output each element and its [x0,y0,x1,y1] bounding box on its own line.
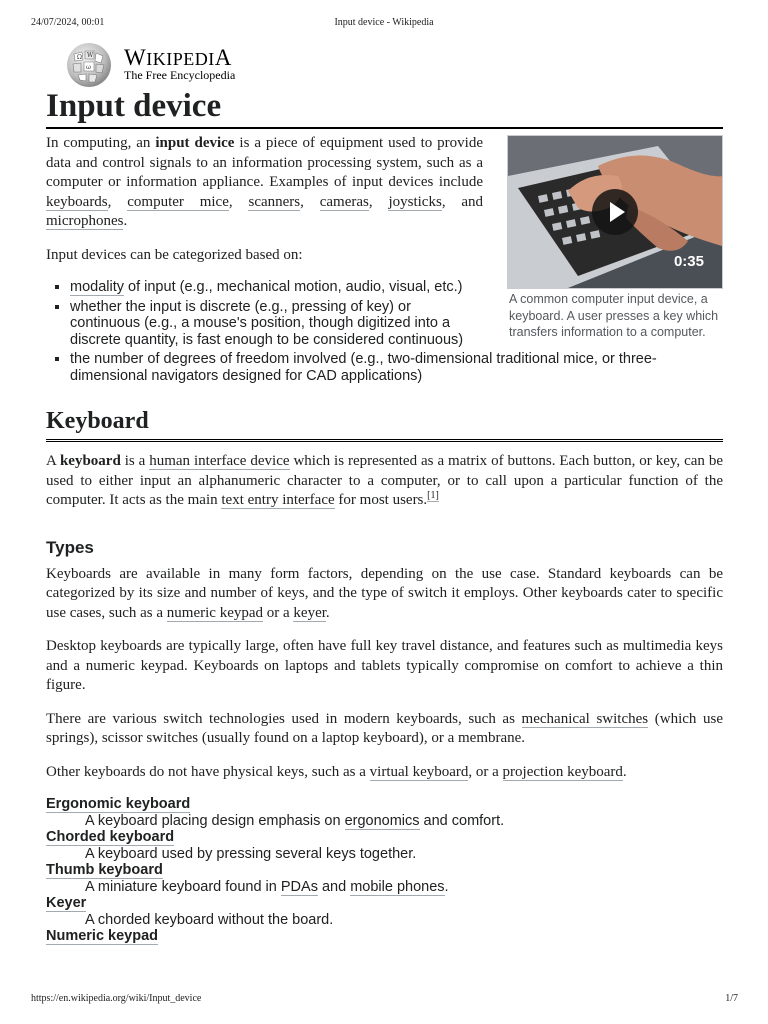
list-item: ▪ the number of degrees of freedom involved (e.g., two-dimensional traditional mice, or three-dimensional navigators designed for CAD applications) [70,351,723,384]
keyboard-video[interactable] [507,135,723,289]
link-pdas[interactable]: PDAs [280,878,318,895]
keyboard-bold-term: keyboard [59,453,121,469]
link-text-entry-interface[interactable]: text entry interface [221,492,335,508]
link-mobile-phones[interactable]: mobile phones [350,878,445,895]
link-computer-mice[interactable]: computer mice [127,193,229,210]
types-paragraph-2: Desktop keyboards are typically large, often have full key travel distance, and features such as multimedia keys and a numeric keypad. Keyboards on laptops and tablets typically compromise on comfort to achieve a thin figure. [46,638,723,693]
link-keyer[interactable]: keyer [293,604,326,621]
definition-term [46,928,723,945]
wikipedia-wordmark: WIKIPEDIA [124,45,232,70]
svg-text:W: W [87,52,94,59]
section-heading-keyboard: Keyboard [46,405,723,442]
intro-bold-term: input device [155,135,235,151]
wikipedia-globe-icon [64,42,114,88]
wikipedia-logo[interactable] [64,42,264,88]
term-ergonomic-keyboard[interactable]: Ergonomic keyboard [46,796,191,812]
link-projection-keyboard[interactable]: projection keyboard [502,763,623,780]
svg-text:ω: ω [86,64,91,71]
definition-term [46,895,723,912]
link-numeric-keypad[interactable]: numeric keypad [166,604,264,621]
video-duration: 0:35 [673,253,704,270]
definition-description: A keyboard used by pressing several keys together. [85,845,417,862]
link-microphones[interactable]: microphones [46,213,124,229]
term-numeric-keypad[interactable]: Numeric keypad [46,928,159,944]
link-human-interface-device[interactable]: human interface device [149,453,290,469]
term-thumb-keyboard[interactable]: Thumb keyboard [46,862,163,878]
wikipedia-tagline: The Free Encyclopedia [124,68,236,82]
types-paragraph-3: There are various switch technologies used in modern keyboards, such as mechanical switches (which use springs), scissor switches (usually found on a laptop keyboard), or a membrane. [46,710,724,746]
types-paragraph-4: Other keyboards do not have physical keys, such as a virtual keyboard, or a projection keyboard. [46,763,627,780]
link-scanners[interactable]: scanners [248,193,301,210]
print-page-title: Input device - Wikipedia [334,17,434,28]
page-title: Input device [46,86,723,129]
list-item: ▪ whether the input is discrete (e.g., pressing of key) or continuous (e.g., a mouse's position, though digitized into a discrete quantity, is fast enough to be considered continuous) [70,299,723,349]
definition-term [46,829,723,846]
term-keyer[interactable]: Keyer [46,895,87,911]
link-modality[interactable]: modality [70,279,124,295]
types-paragraph-1: Keyboards are available in many form factors, depending on the use case. Standard keyboards can be categorized by its size and number of keys, and the type of switch it employs. Other keyboards cater to specific use cases, such as a numeric keypad or a keyer. [46,565,723,621]
reference-link[interactable]: [1] [427,490,439,501]
link-keyboards[interactable]: keyboards [46,193,108,210]
definition-term [46,862,723,879]
article-content [46,86,723,945]
categorized-paragraph: Input devices can be categorized based on: [46,246,303,263]
definition-description: A chorded keyboard without the board. [85,911,334,928]
keyboard-types-list [46,796,723,945]
print-page-number: 1/7 [725,993,738,1004]
definition-description: A keyboard placing design emphasis on ergonomics and comfort. [85,812,505,829]
link-joysticks[interactable]: joysticks [388,193,442,210]
print-url: https://en.wikipedia.org/wiki/Input_device [31,993,202,1004]
video-figure [507,135,723,341]
keyboard-paragraph: A keyboard is a human interface device which is represented as a matrix of buttons. Each button, or key, can be used to either input an alphanumeric character to a computer, or to call upon a particular function of the computer. It acts as the main text entry interface for most users.[1] [46,453,723,508]
figure-caption: A common computer input device, a keyboard. A user presses a key which transfers information to a computer. [509,292,719,339]
intro-paragraph: In computing, an input device is a piece of equipment used to provide data and control signals to an information processing system, such as a computer or information appliance. Examples of input devices include keyboards, computer mice, scanners, cameras, joysticks, and microphones. [46,135,484,229]
definition-description: A miniature keyboard found in PDAs and mobile phones. [85,878,449,895]
term-chorded-keyboard[interactable]: Chorded keyboard [46,829,175,845]
definition-term [46,796,723,813]
link-mechanical-switches[interactable]: mechanical switches [521,710,649,727]
link-cameras[interactable]: cameras [319,193,369,210]
svg-text:Ω: Ω [77,54,82,61]
link-virtual-keyboard[interactable]: virtual keyboard [369,763,469,780]
link-ergonomics[interactable]: ergonomics [344,812,420,829]
print-timestamp: 24/07/2024, 00:01 [31,17,105,28]
play-icon[interactable] [592,189,638,235]
section-heading-types: Types [46,537,94,557]
list-item: ▪ modality of input (e.g., mechanical motion, audio, visual, etc.) [70,279,723,296]
